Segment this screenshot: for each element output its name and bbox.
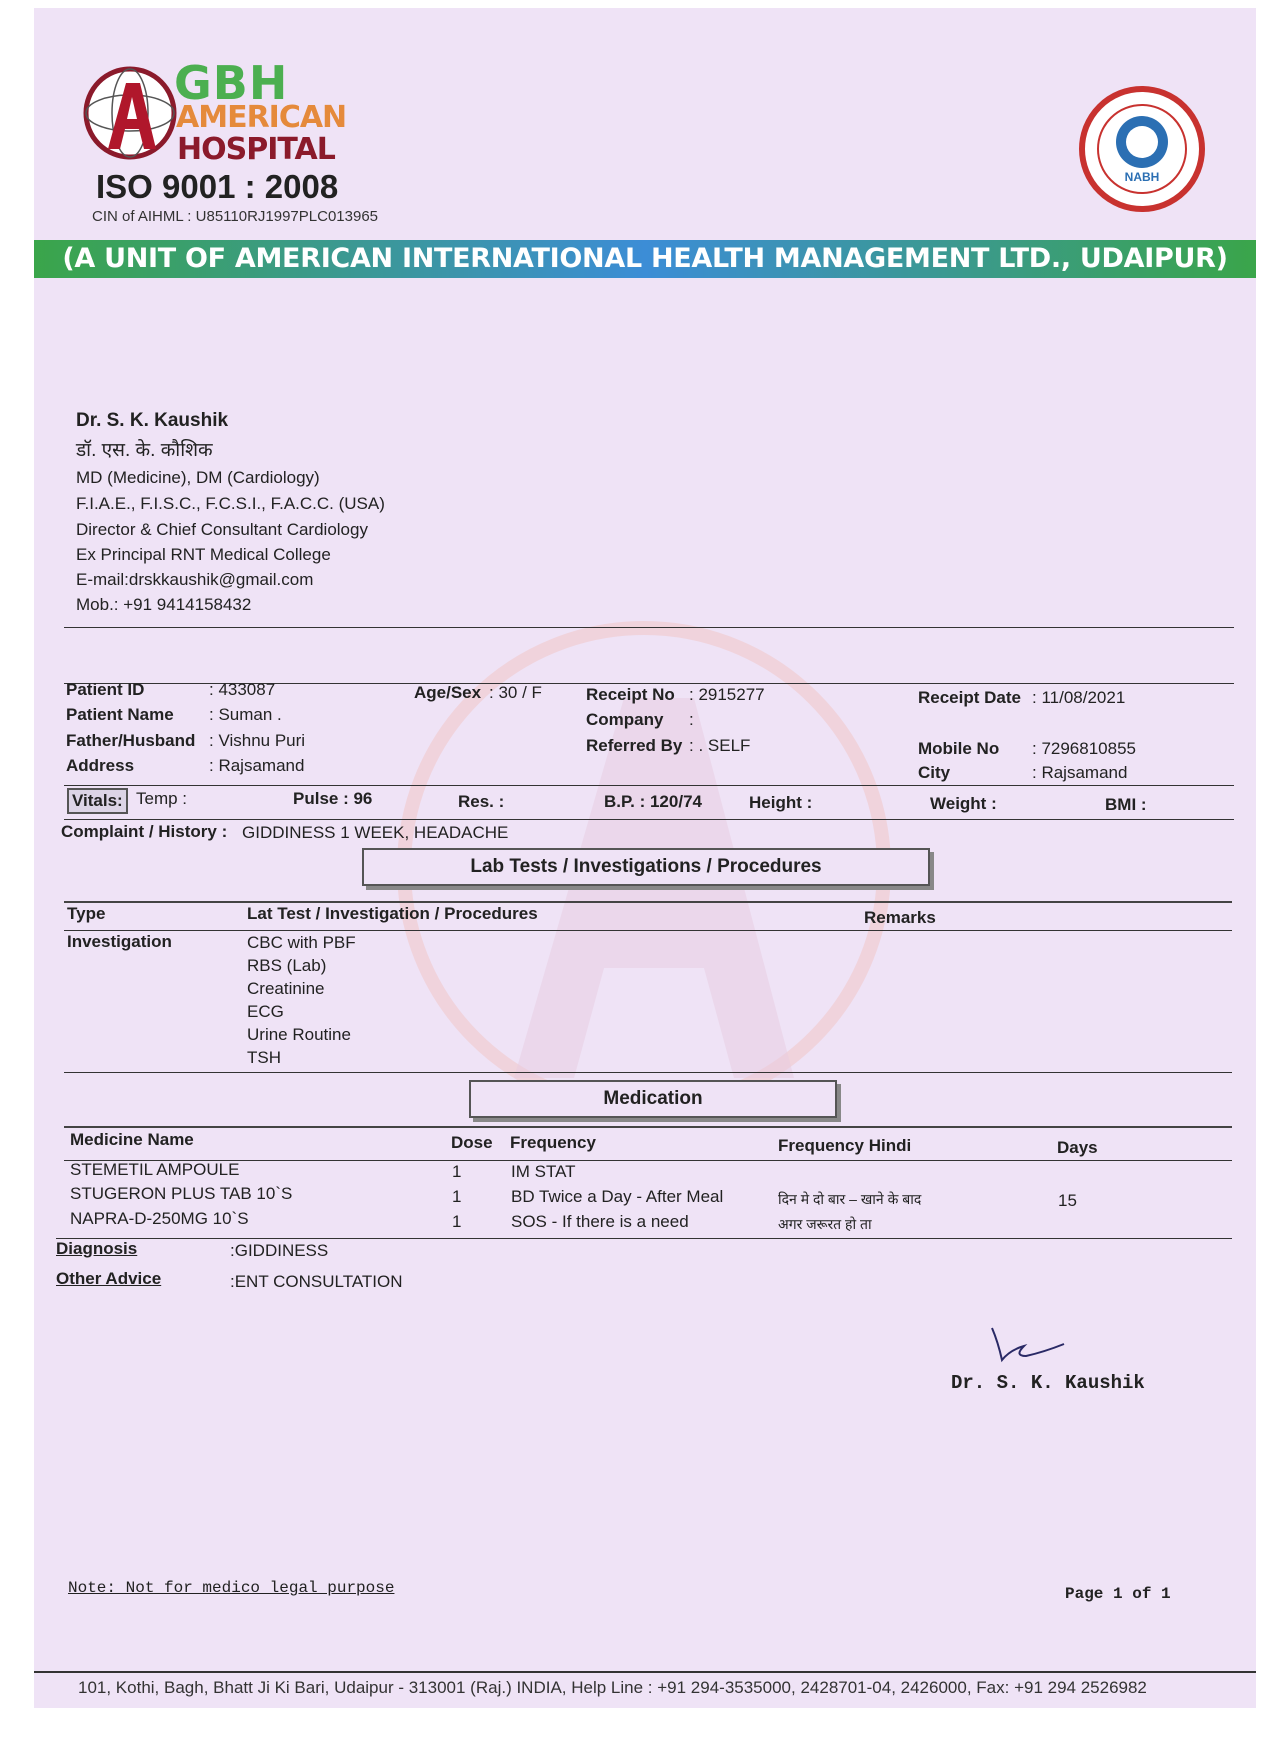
- vitals-label: Vitals:: [67, 788, 128, 814]
- hospital-logo-icon: [80, 63, 180, 163]
- referred-by-label: Referred By: [586, 736, 683, 755]
- logo-gbh: GBH: [174, 56, 289, 110]
- svg-text:NABH: NABH: [1124, 170, 1160, 184]
- med-row-2-frequency: BD Twice a Day - After Meal: [511, 1187, 724, 1206]
- med-col-days: Days: [1057, 1138, 1098, 1157]
- med-row-2-frequency-hindi: दिन मे दो बार – खाने के बाद: [778, 1191, 922, 1207]
- list-item: CBC with PBF: [247, 933, 356, 952]
- doctor-name: Dr. S. K. Kaushik: [76, 410, 229, 431]
- medication-heading: Medication: [469, 1080, 837, 1118]
- father-husband-value: : Vishnu Puri: [209, 731, 306, 750]
- signatory-name: Dr. S. K. Kaushik: [951, 1372, 1145, 1394]
- other-advice-value: :ENT CONSULTATION: [230, 1272, 403, 1291]
- mobile-no-label: Mobile No: [918, 739, 1000, 758]
- patient-id-label: Patient ID: [66, 680, 145, 699]
- lab-col-remarks: Remarks: [864, 908, 936, 927]
- age-sex-label: Age/Sex: [414, 683, 482, 702]
- mobile-no-value: : 7296810855: [1032, 739, 1136, 758]
- address-value: : Rajsamand: [209, 756, 305, 775]
- divider: [64, 819, 1234, 820]
- list-item: TSH: [247, 1048, 281, 1067]
- father-husband-label: Father/Husband: [66, 731, 196, 750]
- divider: [64, 930, 1232, 931]
- list-item: Urine Routine: [247, 1025, 351, 1044]
- patient-name-label: Patient Name: [66, 705, 174, 724]
- lab-col-test: Lat Test / Investigation / Procedures: [247, 904, 538, 923]
- doctor-position: Director & Chief Consultant Cardiology: [76, 520, 368, 539]
- bp-value: B.P. : 120/74: [604, 792, 702, 811]
- res-label: Res. :: [458, 792, 505, 811]
- diagnosis-label: Diagnosis: [56, 1239, 138, 1258]
- med-row-2-name: STUGERON PLUS TAB 10`S: [70, 1184, 293, 1203]
- height-label: Height :: [749, 793, 813, 812]
- company-value: :: [689, 710, 694, 729]
- doctor-former-role: Ex Principal RNT Medical College: [76, 545, 331, 564]
- list-item: Creatinine: [247, 979, 325, 998]
- banner-text: (A UNIT OF AMERICAN INTERNATIONAL HEALTH MANAGEMENT LTD., UDAIPUR): [62, 243, 1228, 274]
- divider: [64, 785, 1234, 786]
- med-row-1-dose: 1: [452, 1162, 462, 1181]
- receipt-no-value: : 2915277: [689, 685, 765, 704]
- weight-label: Weight :: [930, 794, 997, 813]
- med-row-1-name: STEMETIL AMPOULE: [70, 1160, 240, 1179]
- lab-test-list: [247, 931, 356, 1069]
- city-value: : Rajsamand: [1032, 763, 1128, 782]
- referred-by-value: : . SELF: [689, 736, 751, 755]
- med-row-2-dose: 1: [452, 1187, 462, 1206]
- logo-american: AMERICAN: [176, 100, 347, 135]
- doctor-email: E-mail:drskkaushik@gmail.com: [76, 570, 314, 589]
- footer-address: 101, Kothi, Bagh, Bhatt Ji Ki Bari, Udaipur - 313001 (Raj.) INDIA, Help Line : +91 294-3535000, 2428701-04, 2426000, Fax: +91 294 2526982: [78, 1678, 1147, 1697]
- temp-label: Temp :: [136, 789, 188, 808]
- doctor-degree: MD (Medicine), DM (Cardiology): [76, 468, 320, 487]
- lab-tests-heading: Lab Tests / Investigations / Procedures: [362, 848, 930, 886]
- med-row-3-frequency-hindi: अगर जरूरत हो ता: [778, 1216, 872, 1232]
- med-row-3-frequency: SOS - If there is a need: [511, 1212, 689, 1231]
- list-item: RBS (Lab): [247, 956, 327, 975]
- patient-id-value: : 433087: [209, 680, 276, 699]
- divider: [64, 1126, 1232, 1128]
- doctor-fellowships: F.I.A.E., F.I.S.C., F.C.S.I., F.A.C.C. (USA): [76, 494, 385, 513]
- address-label: Address: [66, 756, 135, 775]
- cin-number: CIN of AIHML : U85110RJ1997PLC013965: [92, 208, 379, 225]
- divider: [56, 1238, 1232, 1239]
- doctor-name-hindi: डॉ. एस. के. कौशिक: [76, 440, 213, 461]
- med-col-name: Medicine Name: [70, 1130, 194, 1149]
- receipt-date-label: Receipt Date: [918, 688, 1021, 707]
- prescription-sheet: [34, 8, 1256, 1708]
- med-row-2-days: 15: [1058, 1191, 1077, 1210]
- med-row-3-dose: 1: [452, 1212, 462, 1231]
- receipt-no-label: Receipt No: [586, 685, 675, 704]
- page-number: Page 1 of 1: [1065, 1585, 1171, 1603]
- pulse-value: Pulse : 96: [293, 789, 373, 808]
- legal-note: Note: Not for medico legal purpose: [68, 1579, 395, 1597]
- receipt-date-value: : 11/08/2021: [1032, 688, 1126, 707]
- med-col-frequency-hindi: Frequency Hindi: [778, 1136, 912, 1155]
- divider: [34, 1671, 1256, 1673]
- med-row-1-frequency: IM STAT: [511, 1162, 576, 1181]
- med-row-3-name: NAPRA-D-250MG 10`S: [70, 1209, 249, 1228]
- logo-hospital: HOSPITAL: [177, 132, 335, 167]
- company-label: Company: [586, 710, 664, 729]
- age-sex-value: : 30 / F: [489, 683, 542, 702]
- lab-type-value: Investigation: [67, 932, 172, 951]
- bmi-label: BMI :: [1105, 795, 1147, 814]
- complaint-label: Complaint / History :: [61, 822, 228, 841]
- nabh-seal-icon: [1079, 86, 1205, 212]
- med-col-dose: Dose: [451, 1133, 493, 1152]
- city-label: City: [918, 763, 951, 782]
- lab-col-type: Type: [67, 904, 106, 923]
- divider: [64, 1072, 1232, 1073]
- divider: [64, 901, 1232, 903]
- complaint-value: GIDDINESS 1 WEEK, HEADACHE: [242, 823, 509, 842]
- diagnosis-value: :GIDDINESS: [230, 1241, 329, 1260]
- patient-name-value: : Suman .: [209, 705, 282, 724]
- list-item: ECG: [247, 1002, 284, 1021]
- other-advice-label: Other Advice: [56, 1269, 162, 1288]
- divider: [64, 627, 1234, 628]
- doctor-mobile: Mob.: +91 9414158432: [76, 595, 252, 614]
- signature-scribble: [984, 1320, 1084, 1370]
- company-banner: [34, 240, 1256, 278]
- iso-certification: ISO 9001 : 2008: [96, 168, 339, 205]
- med-col-frequency: Frequency: [510, 1133, 596, 1152]
